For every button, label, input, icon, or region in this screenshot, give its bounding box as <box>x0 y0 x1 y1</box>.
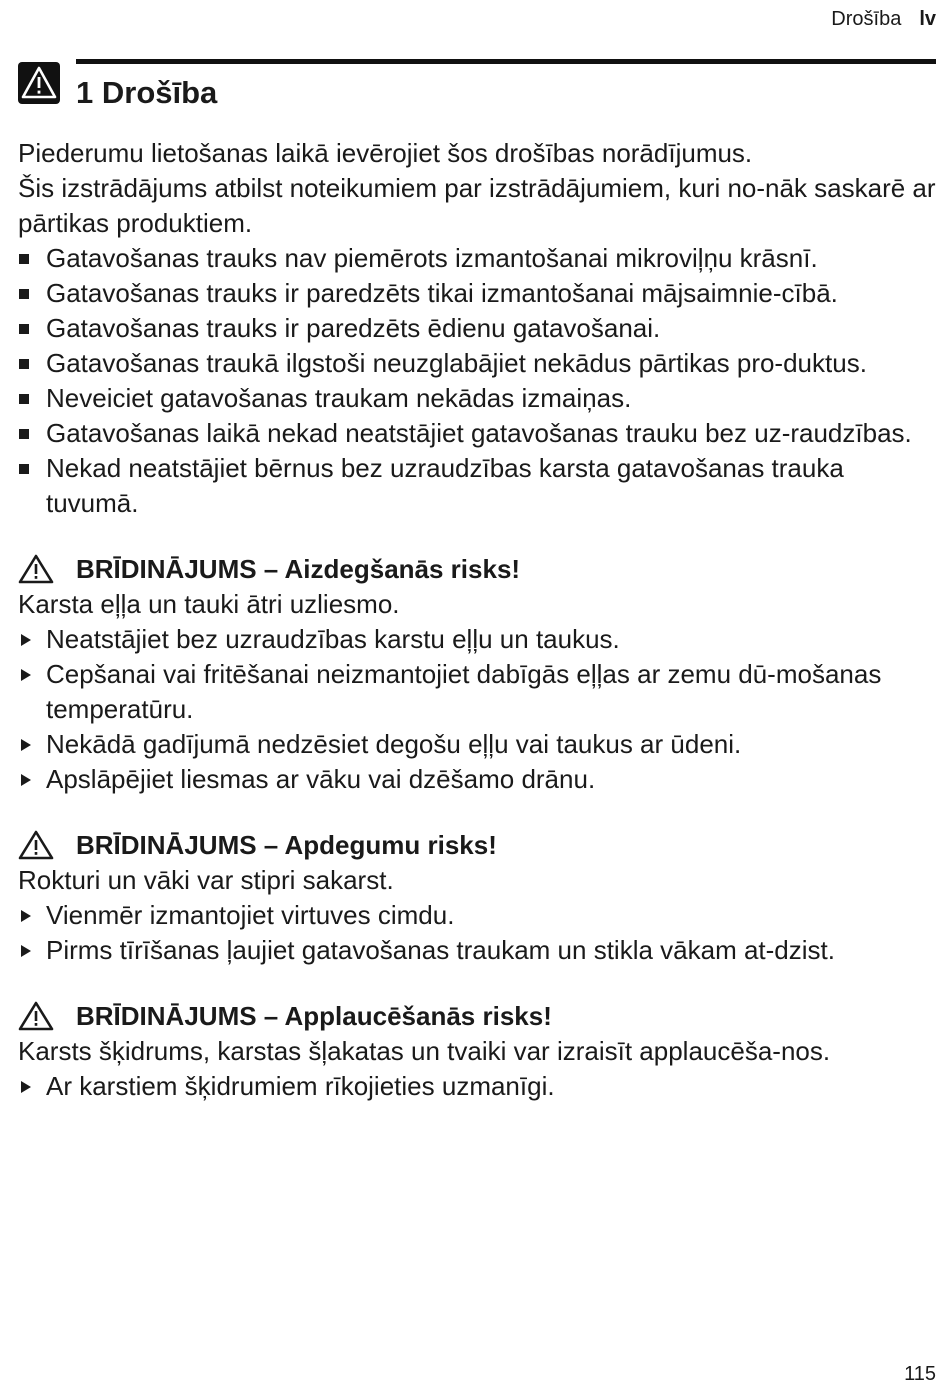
list-item: Ar karstiem šķidrumiem rīkojieties uzmanīgi. <box>18 1069 936 1104</box>
list-item: Gatavošanas trauks ir paredzēts ēdienu gatavošanai. <box>18 311 936 346</box>
list-item: Neatstājiet bez uzraudzības karstu eļļu un taukus. <box>18 622 936 657</box>
page-content <box>18 136 936 1104</box>
warning-heading <box>18 827 936 863</box>
warning-title: BRĪDINĀJUMS – Apdegumu risks! <box>76 829 497 860</box>
chapter-title-text: Drošība <box>101 75 218 110</box>
intro-paragraph: Šis izstrādājums atbilst noteikumiem par izstrādājumiem, kuri no-nāk saskarē ar pārtikas produktiem. <box>18 173 936 238</box>
list-item: Apslāpējiet liesmas ar vāku vai dzēšamo drānu. <box>18 762 936 797</box>
list-item: Nekādā gadījumā nedzēsiet degošu eļļu vai taukus ar ūdeni. <box>18 727 936 762</box>
warning-title: BRĪDINĀJUMS – Applaucēšanās risks! <box>76 1000 552 1031</box>
warning-triangle-icon <box>18 830 54 860</box>
warning-text: Karsta eļļa un tauki ātri uzliesmo. <box>18 589 400 619</box>
warning-triangle-icon <box>18 554 54 584</box>
list-item: Vienmēr izmantojiet virtuves cimdu. <box>18 898 936 933</box>
list-item: Cepšanai vai fritēšanai neizmantojiet dabīgās eļļas ar zemu dū-mošanas temperatūru. <box>18 657 936 727</box>
warning-title: BRĪDINĀJUMS – Aizdegšanās risks! <box>76 553 521 584</box>
header-rule <box>76 59 936 64</box>
list-item: Pirms tīrīšanas ļaujiet gatavošanas traukam un stikla vākam at-dzist. <box>18 933 936 968</box>
warning-steps <box>18 898 936 968</box>
chapter-title <box>76 74 217 112</box>
warning-steps <box>18 622 936 797</box>
list-item: Gatavošanas traukā ilgstoši neuzglabājiet nekādus pārtikas pro-duktus. <box>18 346 936 381</box>
warning-steps <box>18 1069 936 1104</box>
list-item: Gatavošanas laikā nekad neatstājiet gatavošanas trauku bez uz-raudzības. <box>18 416 936 451</box>
running-header-section: Drošība <box>831 8 902 30</box>
warning-text: Rokturi un vāki var stipri sakarst. <box>18 865 394 895</box>
warning-fire <box>18 551 936 797</box>
warning-burn <box>18 827 936 968</box>
warning-triangle-icon <box>18 1001 54 1031</box>
warning-text: Karsts šķidrums, karstas šļakatas un tvaiki var izraisīt applaucēša-nos. <box>18 1036 831 1066</box>
list-item: Neveiciet gatavošanas traukam nekādas izmaiņas. <box>18 381 936 416</box>
warning-scald <box>18 998 936 1104</box>
list-item: Gatavošanas trauks nav piemērots izmantošanai mikroviļņu krāsnī. <box>18 241 936 276</box>
page-number: 115 <box>904 1363 936 1385</box>
intro-paragraph: Piederumu lietošanas laikā ievērojiet šos drošības norādījumus. <box>18 138 753 168</box>
list-item: Nekad neatstājiet bērnus bez uzraudzības karsta gatavošanas trauka tuvumā. <box>18 451 936 521</box>
list-item: Gatavošanas trauks ir paredzēts tikai izmantošanai mājsaimnie-cībā. <box>18 276 936 311</box>
language-code: lv <box>919 8 936 30</box>
warning-icon <box>18 62 60 104</box>
safety-bullet-list <box>18 241 936 521</box>
chapter-number: 1 <box>76 75 94 110</box>
warning-heading <box>18 551 936 587</box>
running-header <box>831 8 936 31</box>
warning-heading <box>18 998 936 1034</box>
